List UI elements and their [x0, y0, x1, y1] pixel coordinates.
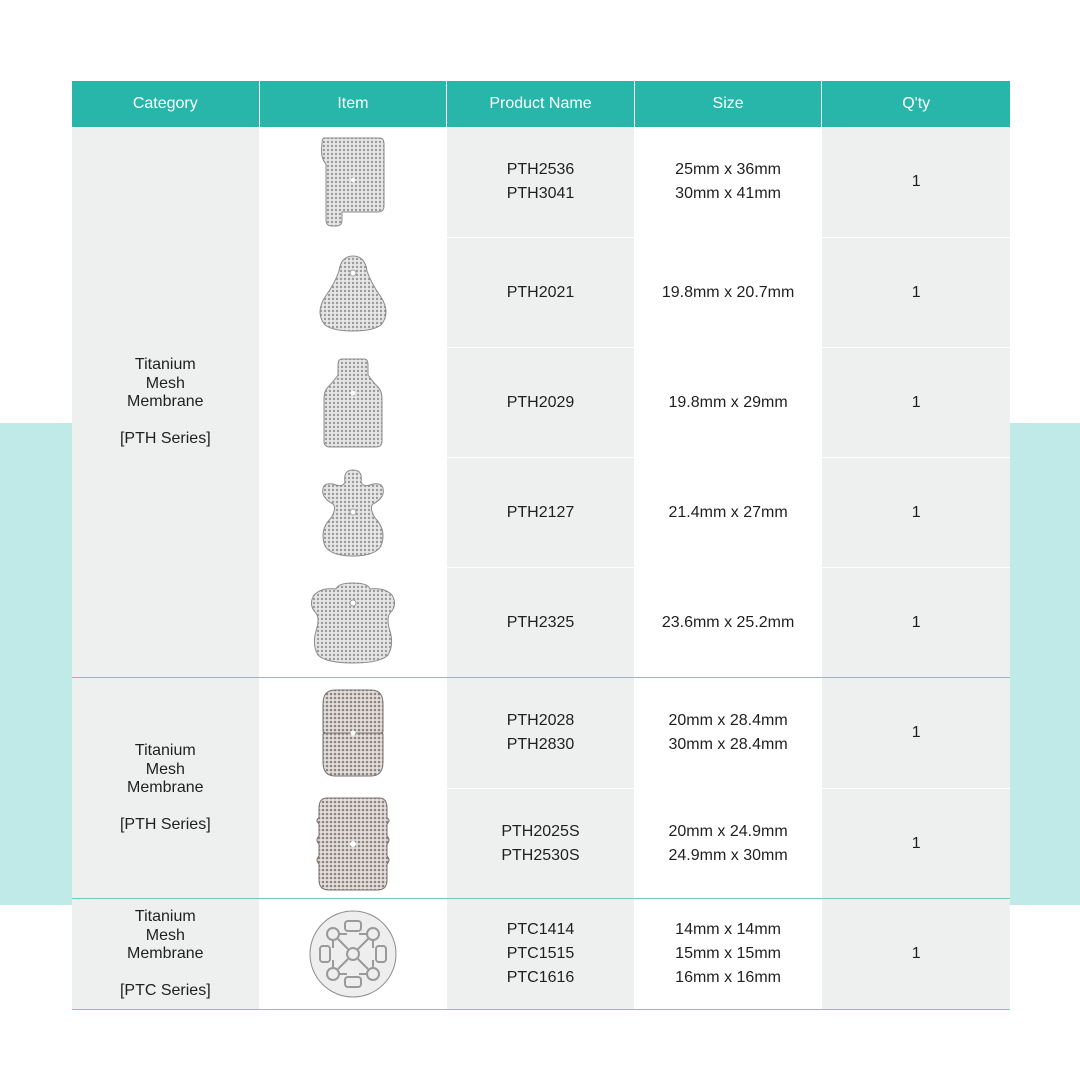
size-value: 19.8mm x 29mm — [668, 393, 788, 411]
qty-cell — [822, 127, 1010, 237]
category-series: [PTH Series] — [119, 429, 211, 447]
size-value: 21.4mm x 27mm — [668, 503, 788, 521]
product-name-cell — [447, 789, 635, 898]
size-cell — [635, 458, 823, 567]
item-cell — [260, 127, 448, 237]
product-name: PTH2325 — [506, 613, 575, 631]
product-name: PTH3041 — [506, 185, 575, 202]
qty-value: 1 — [911, 613, 921, 631]
table-row — [260, 347, 1010, 457]
right-decor-band — [1010, 423, 1080, 905]
size-value: 15mm x 15mm — [675, 945, 781, 962]
category-line: Membrane — [127, 779, 204, 796]
header-item: Item — [260, 81, 448, 127]
product-name: PTH2021 — [506, 283, 575, 301]
left-decor-band — [0, 423, 72, 905]
product-name: PTC1515 — [506, 945, 575, 962]
tab-shape-mesh-icon — [320, 357, 386, 449]
size-value: 30mm x 41mm — [675, 185, 781, 202]
size-cell — [635, 348, 823, 457]
size-value: 14mm x 14mm — [675, 921, 781, 938]
size-value: 24.9mm x 30mm — [668, 846, 788, 864]
qty-cell — [822, 678, 1010, 788]
table-group-pth-1 — [72, 127, 1010, 678]
product-name: PTC1414 — [506, 921, 575, 938]
size-cell — [635, 789, 823, 898]
table-group-ptc — [72, 899, 1010, 1010]
category-line: Mesh — [145, 760, 185, 778]
product-name: PTH2536 — [506, 161, 575, 178]
table-row — [260, 678, 1010, 788]
pear-shape-mesh-icon — [315, 253, 391, 333]
header-size: Size — [635, 81, 823, 127]
qty-value: 1 — [911, 834, 921, 852]
product-name: PTH2029 — [506, 393, 575, 411]
item-cell — [260, 899, 448, 1009]
item-cell — [260, 458, 448, 567]
table-group-pth-2 — [72, 678, 1010, 899]
category-line: Titanium — [134, 742, 196, 759]
qty-value: 1 — [911, 724, 921, 741]
category-line: Titanium — [134, 356, 196, 373]
item-cell — [260, 238, 448, 347]
table-row — [260, 457, 1010, 567]
table-row — [260, 788, 1010, 898]
qty-value: 1 — [911, 393, 921, 411]
product-name-cell — [447, 568, 635, 677]
size-value: 23.6mm x 25.2mm — [661, 613, 795, 631]
qty-cell — [822, 348, 1010, 457]
qty-cell — [822, 568, 1010, 677]
product-name: PTH2025S — [501, 822, 580, 840]
product-name-cell — [447, 348, 635, 457]
category-line: Titanium — [134, 908, 196, 925]
qty-cell — [822, 899, 1010, 1009]
product-name-cell — [447, 899, 635, 1009]
rounded-rect-mesh-icon — [321, 688, 385, 778]
product-name-cell — [447, 127, 635, 237]
category-cell — [72, 678, 260, 898]
notched-rect-mesh-icon — [313, 796, 393, 892]
header-category: Category — [72, 81, 260, 127]
qty-cell — [822, 789, 1010, 898]
size-value: 25mm x 36mm — [675, 161, 781, 178]
product-name: PTH2028 — [506, 712, 575, 729]
qty-cell — [822, 238, 1010, 347]
product-name-cell — [447, 678, 635, 788]
wide-shape-mesh-icon — [308, 581, 398, 665]
item-cell — [260, 789, 448, 898]
qty-value: 1 — [911, 283, 921, 301]
product-name: PTH2530S — [501, 846, 580, 864]
size-value: 16mm x 16mm — [675, 969, 781, 986]
size-value: 19.8mm x 20.7mm — [661, 283, 795, 301]
category-cell — [72, 899, 260, 1009]
item-cell — [260, 568, 448, 677]
header-qty: Q'ty — [902, 95, 931, 112]
circle-lattice-mesh-icon — [308, 909, 398, 999]
size-cell — [635, 568, 823, 677]
size-cell — [635, 678, 823, 788]
size-cell — [635, 238, 823, 347]
table-row — [260, 567, 1010, 677]
product-table — [72, 81, 1010, 1010]
size-value: 30mm x 28.4mm — [668, 736, 788, 753]
product-name-cell — [447, 458, 635, 567]
category-series: [PTH Series] — [119, 815, 211, 833]
product-name: PTH2830 — [506, 736, 575, 753]
table-row — [260, 127, 1010, 237]
header-product-name: Product Name — [447, 81, 635, 127]
category-cell — [72, 127, 260, 677]
size-value: 20mm x 28.4mm — [668, 712, 788, 729]
size-cell — [635, 127, 823, 237]
item-cell — [260, 348, 448, 457]
qty-value: 1 — [911, 945, 921, 962]
t-shape-mesh-icon — [318, 136, 388, 228]
qty-value: 1 — [911, 173, 921, 190]
product-name: PTH2127 — [506, 503, 575, 521]
qty-cell — [822, 458, 1010, 567]
category-series: [PTC Series] — [119, 981, 211, 999]
category-line: Mesh — [145, 926, 185, 944]
size-value: 20mm x 24.9mm — [668, 822, 788, 840]
item-cell — [260, 678, 448, 788]
category-line: Membrane — [127, 945, 204, 962]
category-line: Mesh — [145, 374, 185, 392]
category-line: Membrane — [127, 393, 204, 410]
cross-shape-mesh-icon — [315, 468, 391, 558]
size-cell — [635, 899, 823, 1009]
table-row — [260, 899, 1010, 1009]
table-header — [72, 81, 1010, 127]
product-name: PTC1616 — [506, 969, 575, 986]
product-name-cell — [447, 238, 635, 347]
table-row — [260, 237, 1010, 347]
qty-value: 1 — [911, 503, 921, 521]
